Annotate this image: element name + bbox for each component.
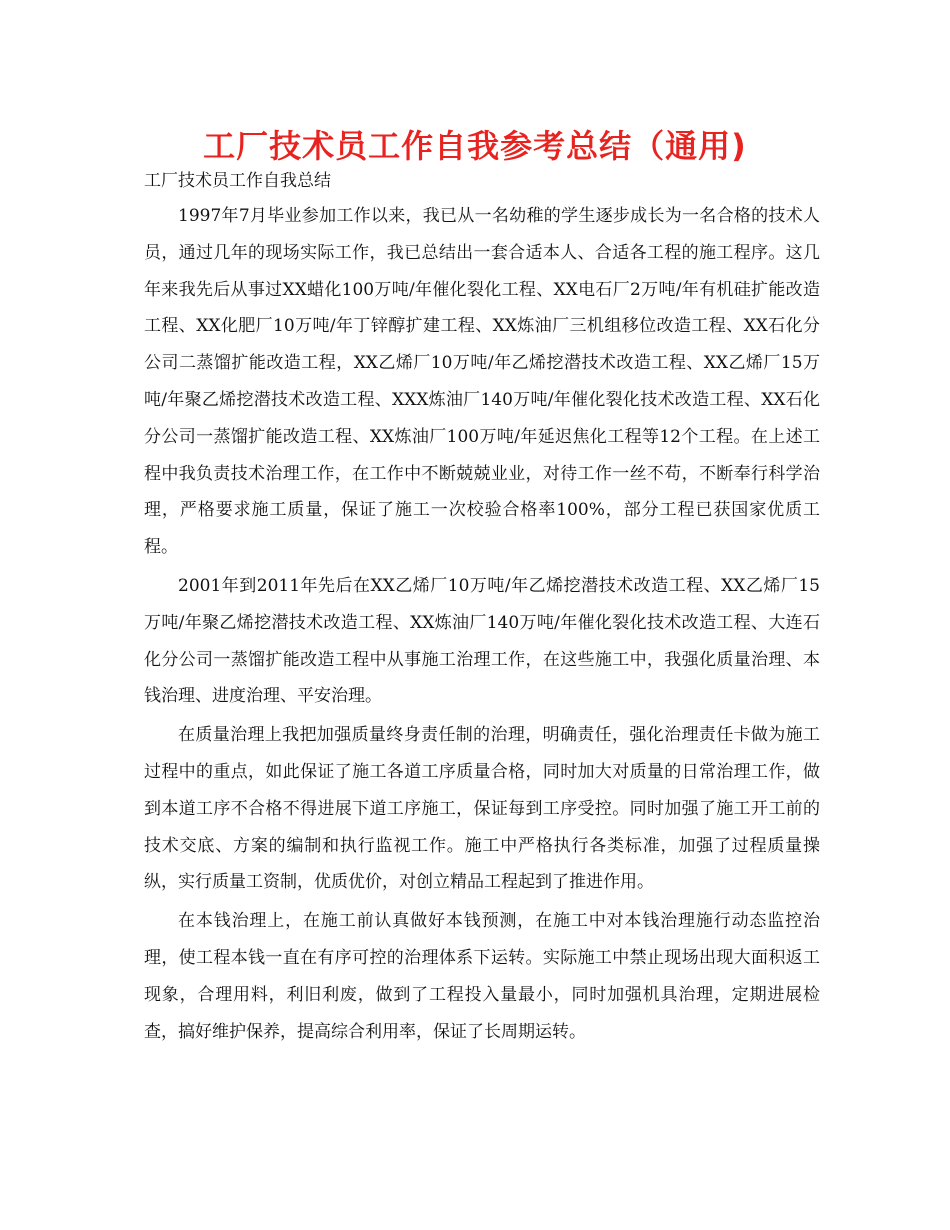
document-body [144, 198, 820, 1052]
paragraph: 1997年7月毕业参加工作以来，我已从一名幼稚的学生逐步成长为一名合格的技术人员，通过几年的现场实际工作，我已总结出一套合适本人、合适各工程的施工程序。这几年来我先后从事过XX蜡化100万吨/年催化裂化工程、XX电石厂2万吨/年有机硅扩能改造工程、XX化肥厂10万吨/年丁锌醇扩建工程、XX炼油厂三机组移位改造工程、XX石化分公司二蒸馏扩能改造工程，XX乙烯厂10万吨/年乙烯挖潜技术改造工程、XX乙烯厂15万吨/年聚乙烯挖潜技术改造工程、XXX炼油厂140万吨/年催化裂化技术改造工程、XX石化分公司一蒸馏扩能改造工程、XX炼油厂100万吨/年延迟焦化工程等12个工程。在上述工程中我负责技术治理工作，在工作中不断兢兢业业，对待工作一丝不苟，不断奉行科学治理，严格要求施工质量，保证了施工一次校验合格率100%，部分工程已获国家优质工程。 [144, 206, 820, 558]
paragraph: 2001年到2011年先后在XX乙烯厂10万吨/年乙烯挖潜技术改造工程、XX乙烯厂15万吨/年聚乙烯挖潜技术改造工程、XX炼油厂140万吨/年催化裂化技术改造工程、大连石化分公司一蒸馏扩能改造工程中从事施工治理工作，在这些施工中，我强化质量治理、本钱治理、进度治理、平安治理。 [144, 575, 820, 707]
paragraph: 在质量治理上我把加强质量终身责任制的治理，明确责任，强化治理责任卡做为施工过程中的重点，如此保证了施工各道工序质量合格，同时加大对质量的日常治理工作，做到本道工序不合格不得进展下道工序施工，保证每到工序受控。同时加强了施工开工前的技术交底、方案的编制和执行监视工作。施工中严格执行各类标准，加强了过程质量操纵，实行质量工资制，优质优价，对创立精品工程起到了推进作用。 [144, 725, 820, 893]
document-title: 工厂技术员工作自我参考总结（通用) [203, 127, 747, 165]
document-subtitle: 工厂技术员工作自我总结 [144, 171, 331, 191]
paragraph: 在本钱治理上，在施工前认真做好本钱预测，在施工中对本钱治理施行动态监控治理，使工程本钱一直在有序可控的治理体系下运转。实际施工中禁止现场出现大面积返工现象，合理用料，利旧利废，做到了工程投入量最小，同时加强机具治理，定期进展检查，搞好维护保养，提高综合利用率，保证了长周期运转。 [144, 911, 820, 1042]
